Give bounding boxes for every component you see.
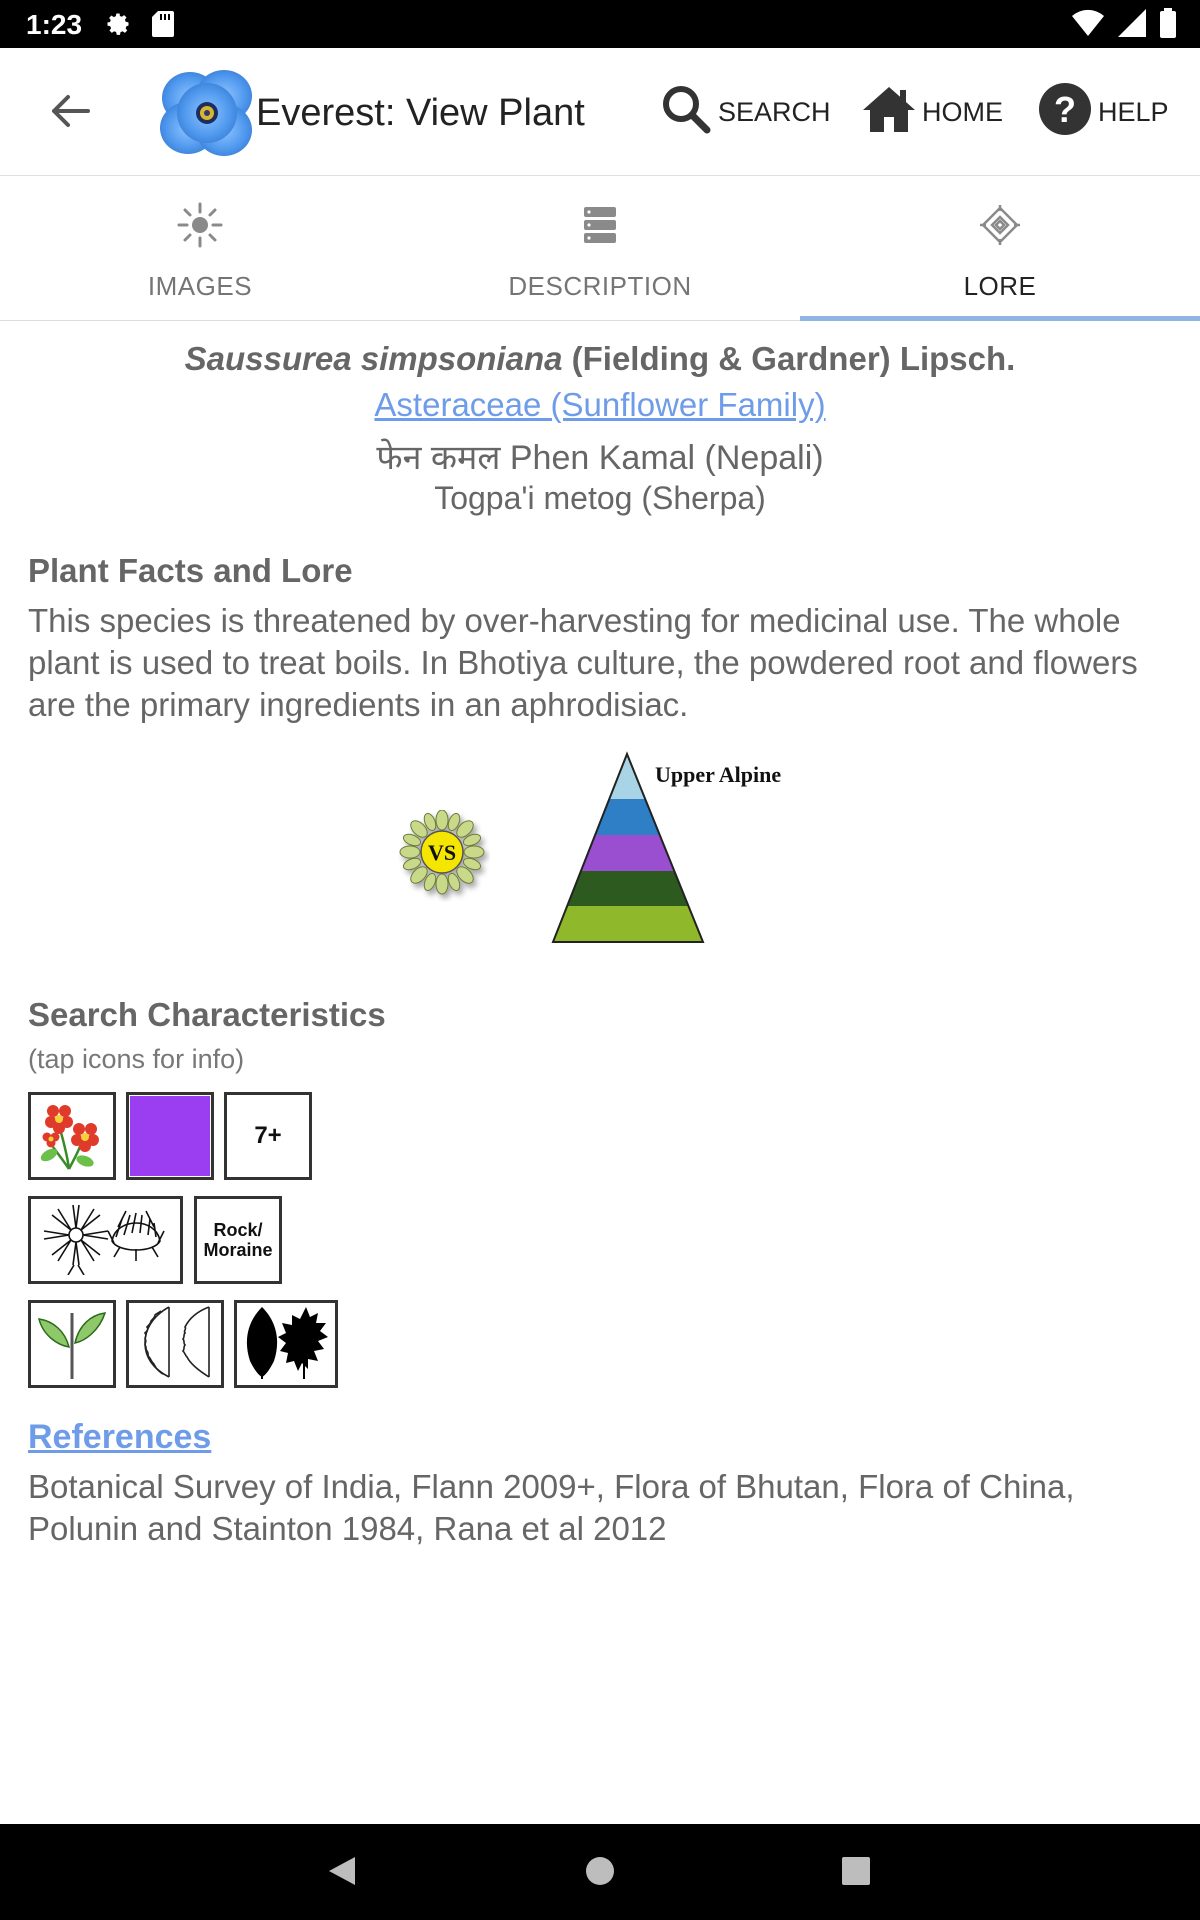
vulnerable-species-badge[interactable] xyxy=(398,810,490,902)
search-label: SEARCH xyxy=(718,96,831,127)
page-title: Everest: View Plant xyxy=(256,92,585,134)
app-bar xyxy=(0,48,1200,176)
habitat-characteristic[interactable] xyxy=(194,1196,282,1284)
leaf-arrangement-characteristic[interactable] xyxy=(28,1300,116,1388)
search-button[interactable] xyxy=(660,84,831,140)
app-logo xyxy=(158,66,256,160)
petal-count-label: 7+ xyxy=(254,1122,282,1149)
nav-home-button[interactable] xyxy=(575,1848,625,1898)
leaf-margin-icon xyxy=(131,1303,219,1386)
flower-cluster-characteristic[interactable] xyxy=(28,1092,116,1180)
flower-color-swatch xyxy=(130,1096,210,1176)
genus-species: Saussurea simpsoniana xyxy=(184,340,563,377)
tab-images[interactable] xyxy=(0,177,400,320)
leaf-shape-characteristic[interactable] xyxy=(234,1300,338,1388)
petal-count-characteristic[interactable] xyxy=(224,1092,312,1180)
elevation-zone-chart[interactable] xyxy=(545,744,825,954)
signal-icon xyxy=(1118,9,1146,42)
zone-label: Upper Alpine xyxy=(655,762,782,787)
flower-cluster-icon xyxy=(33,1095,111,1178)
vs-label: VS xyxy=(427,840,457,865)
sun-icon xyxy=(174,199,226,251)
tab-description-label: DESCRIPTION xyxy=(508,271,692,301)
search-icon xyxy=(660,83,712,142)
circle-home-icon xyxy=(583,1854,617,1893)
square-recents-icon xyxy=(840,1855,872,1892)
home-icon xyxy=(862,85,916,140)
tab-bar xyxy=(0,177,1200,321)
zone-band-2 xyxy=(545,799,715,835)
home-button[interactable] xyxy=(862,84,1003,140)
scientific-name xyxy=(0,340,1200,378)
family-link[interactable]: Asteraceae (Sunflower Family) xyxy=(374,386,826,423)
tab-lore[interactable] xyxy=(800,177,1200,320)
facts-body: This species is threatened by over-harvesting for medicinal use. The whole plant is used to treat boils. In Bhotiya culture, the powdered root and flowers are the primary ingredients in an aphrodisiac. xyxy=(28,602,1138,723)
nav-recents-button[interactable] xyxy=(831,1848,881,1898)
tab-lore-label: LORE xyxy=(963,271,1037,301)
lore-content xyxy=(0,322,1200,1824)
arrow-left-icon xyxy=(50,94,90,133)
tab-images-label: IMAGES xyxy=(147,271,253,301)
leaf-margin-characteristic[interactable] xyxy=(126,1300,224,1388)
status-bar xyxy=(0,0,1200,48)
nepali-name: फेन कमल Phen Kamal (Nepali) xyxy=(376,439,824,477)
help-label: HELP xyxy=(1098,96,1169,127)
composite-flower-icon xyxy=(36,1201,176,1280)
flower-shape-characteristic[interactable] xyxy=(28,1196,183,1284)
triangle-back-icon xyxy=(325,1853,361,1894)
nav-back-button[interactable] xyxy=(318,1848,368,1898)
references-link[interactable]: References xyxy=(28,1418,212,1456)
search-characteristics-title: Search Characteristics xyxy=(28,996,386,1033)
sherpa-name: Togpa'i metog (Sherpa) xyxy=(434,480,766,516)
svg-text:?: ? xyxy=(1054,88,1076,130)
database-icon xyxy=(574,199,626,251)
zone-band-4 xyxy=(545,871,715,906)
facts-title: Plant Facts and Lore xyxy=(28,552,353,589)
search-characteristics-hint: (tap icons for info) xyxy=(28,1044,245,1074)
zone-band-5 xyxy=(545,906,715,946)
leaf-shape-icon xyxy=(238,1303,334,1386)
help-button[interactable] xyxy=(1038,84,1169,140)
authority: (Fielding & Gardner) Lipsch. xyxy=(571,340,1016,377)
leaf-arrangement-icon xyxy=(33,1303,111,1386)
system-nav-bar xyxy=(0,1824,1200,1920)
wifi-icon xyxy=(1072,9,1104,42)
flower-color-characteristic[interactable] xyxy=(126,1092,214,1180)
help-icon xyxy=(1038,82,1092,143)
sd-card-icon xyxy=(152,11,174,42)
home-label: HOME xyxy=(922,96,1003,127)
zone-band-3 xyxy=(545,835,715,871)
status-time: 1:23 xyxy=(26,9,83,40)
battery-icon xyxy=(1160,8,1176,43)
habitat-label-line2: Moraine xyxy=(203,1240,273,1260)
gear-icon xyxy=(104,10,132,43)
back-button[interactable] xyxy=(40,88,100,138)
tab-description[interactable] xyxy=(400,177,800,320)
references-body: Botanical Survey of India, Flann 2009+, Flora of Bhutan, Flora of China, Polunin and Stainton 1984, Rana et al 2012 xyxy=(28,1468,1075,1547)
endless-knot-icon xyxy=(974,199,1026,251)
habitat-label-line1: Rock/ xyxy=(213,1220,263,1240)
